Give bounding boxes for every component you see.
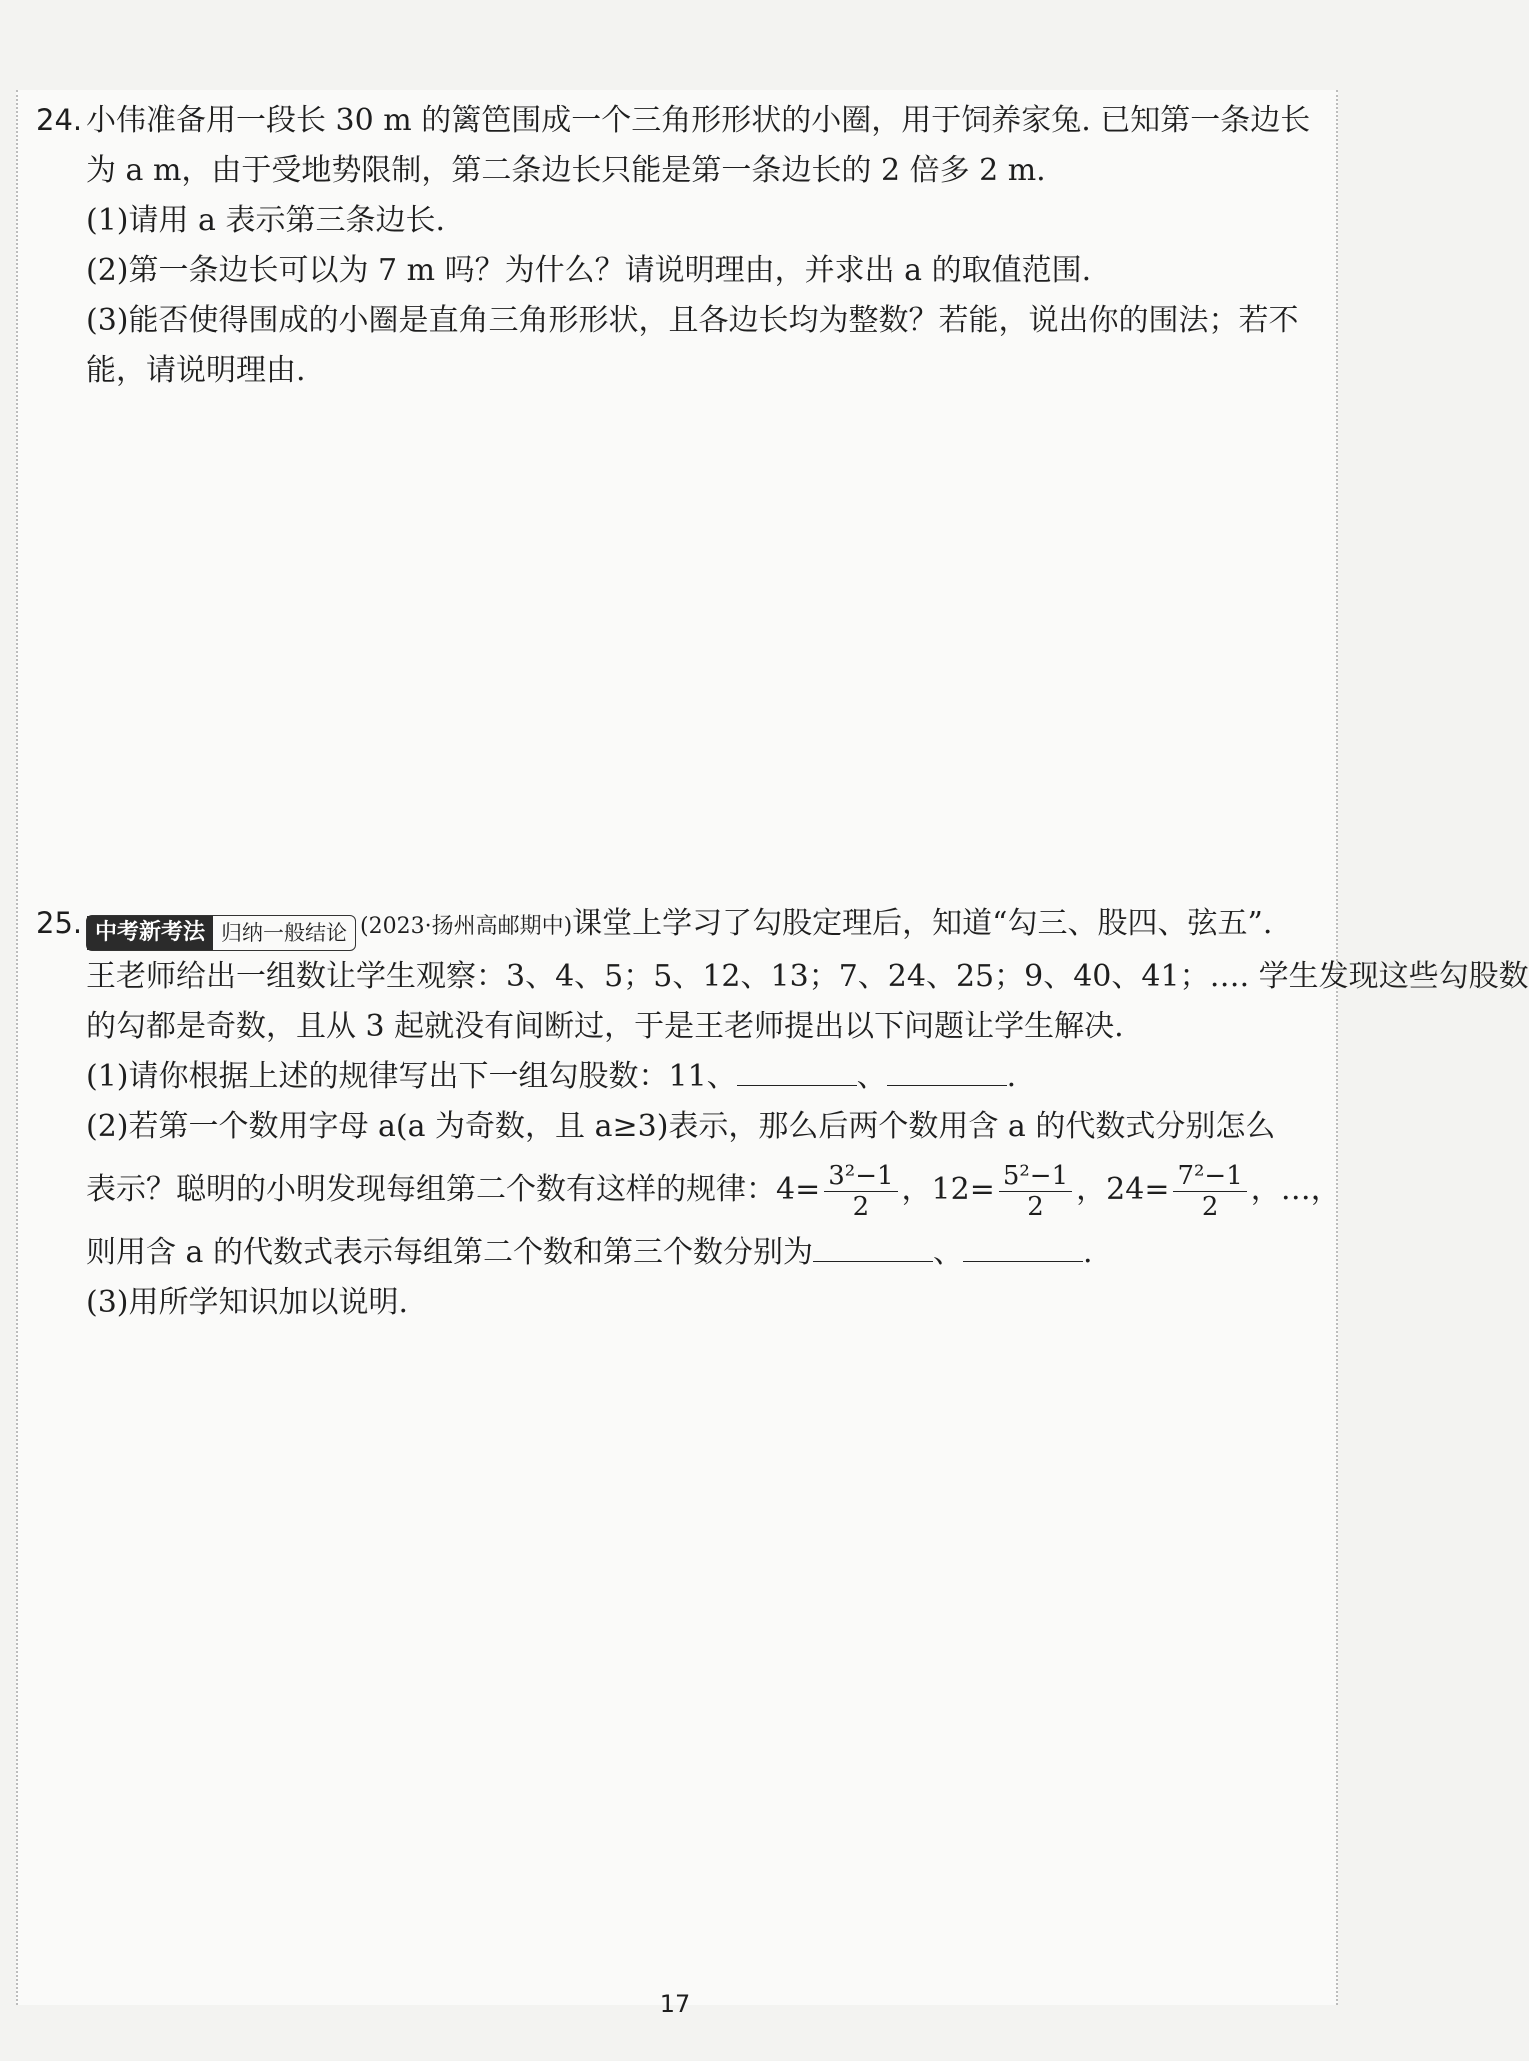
q24-part2: (2)第一条边长可以为 7 m 吗？为什么？请说明理由，并求出 a 的取值范围. xyxy=(86,253,1092,288)
question-source: (2023·扬州高邮期中) xyxy=(360,914,573,939)
question-24 xyxy=(36,95,1314,396)
q25-mid1: ，12= xyxy=(901,1172,995,1207)
answer-blank-1[interactable] xyxy=(737,1057,857,1086)
q24-part1: (1)请用 a 表示第三条边长. xyxy=(86,203,445,238)
fraction-2-numerator: 5²−1 xyxy=(999,1161,1072,1192)
fraction-2-denominator: 2 xyxy=(1027,1191,1044,1222)
fraction-3 xyxy=(1173,1161,1246,1222)
end-period: . xyxy=(1082,1235,1093,1270)
q25-part1: (1)请你根据上述的规律写出下一组勾股数：11、 xyxy=(86,1059,737,1094)
fraction-1-denominator: 2 xyxy=(852,1191,870,1222)
end-period: . xyxy=(1006,1059,1017,1094)
answer-blank-4[interactable] xyxy=(963,1233,1083,1262)
separator: 、 xyxy=(856,1059,887,1094)
badge-light-label: 归纳一般结论 xyxy=(221,921,348,945)
q25-line2: 王老师给出一组数让学生观察：3、4、5；5、12、13；7、24、25；9、40、41；…. 学生发现这些勾股数 xyxy=(86,959,1529,994)
q24-line1: 小伟准备用一段长 30 m 的篱笆围成一个三角形形状的小圈，用于饲养家兔. 已知第一条边长 xyxy=(86,103,1311,138)
q25-part2b-prefix: 表示？聪明的小明发现每组第二个数有这样的规律：4= xyxy=(86,1172,821,1207)
q24-part3b: 能，请说明理由. xyxy=(86,353,306,388)
answer-blank-3[interactable] xyxy=(813,1233,933,1262)
exam-tag-badge xyxy=(86,915,356,951)
fraction-3-numerator: 7²−1 xyxy=(1173,1161,1246,1192)
page-number: 17 xyxy=(659,1990,691,2018)
answer-blank-2[interactable] xyxy=(887,1057,1007,1086)
question-number: 25. xyxy=(36,906,83,940)
q25-part3: (3)用所学知识加以说明. xyxy=(86,1285,409,1320)
separator: 、 xyxy=(932,1235,963,1270)
q25-intro: 课堂上学习了勾股定理后，知道“勾三、股四、弦五”. xyxy=(572,906,1273,941)
q25-mid2: ，24= xyxy=(1076,1172,1170,1207)
q25-part2a: (2)若第一个数用字母 a(a 为奇数，且 a≥3)表示，那么后两个数用含 a 的代数式分别怎么 xyxy=(86,1109,1276,1144)
q25-tail: ，…， xyxy=(1250,1172,1341,1207)
q25-part2c: 则用含 a 的代数式表示每组第二个数和第三个数分别为 xyxy=(86,1235,813,1270)
q25-line3: 的勾都是奇数，且从 3 起就没有间断过，于是王老师提出以下问题让学生解决. xyxy=(86,1009,1124,1044)
q24-part3a: (3)能否使得围成的小圈是直角三角形形状，且各边长均为整数？若能，说出你的围法；若不 xyxy=(86,303,1299,338)
q24-line2: 为 a m，由于受地势限制，第二条边长只能是第一条边长的 2 倍多 2 m. xyxy=(86,153,1046,188)
fraction-3-denominator: 2 xyxy=(1201,1191,1219,1222)
badge-dark-label: 中考新考法 xyxy=(87,916,213,950)
fraction-2 xyxy=(999,1161,1072,1222)
fraction-1-numerator: 3²−1 xyxy=(824,1161,897,1192)
question-number: 24. xyxy=(36,103,83,137)
fraction-1 xyxy=(824,1161,897,1222)
question-25 xyxy=(36,898,1529,1328)
